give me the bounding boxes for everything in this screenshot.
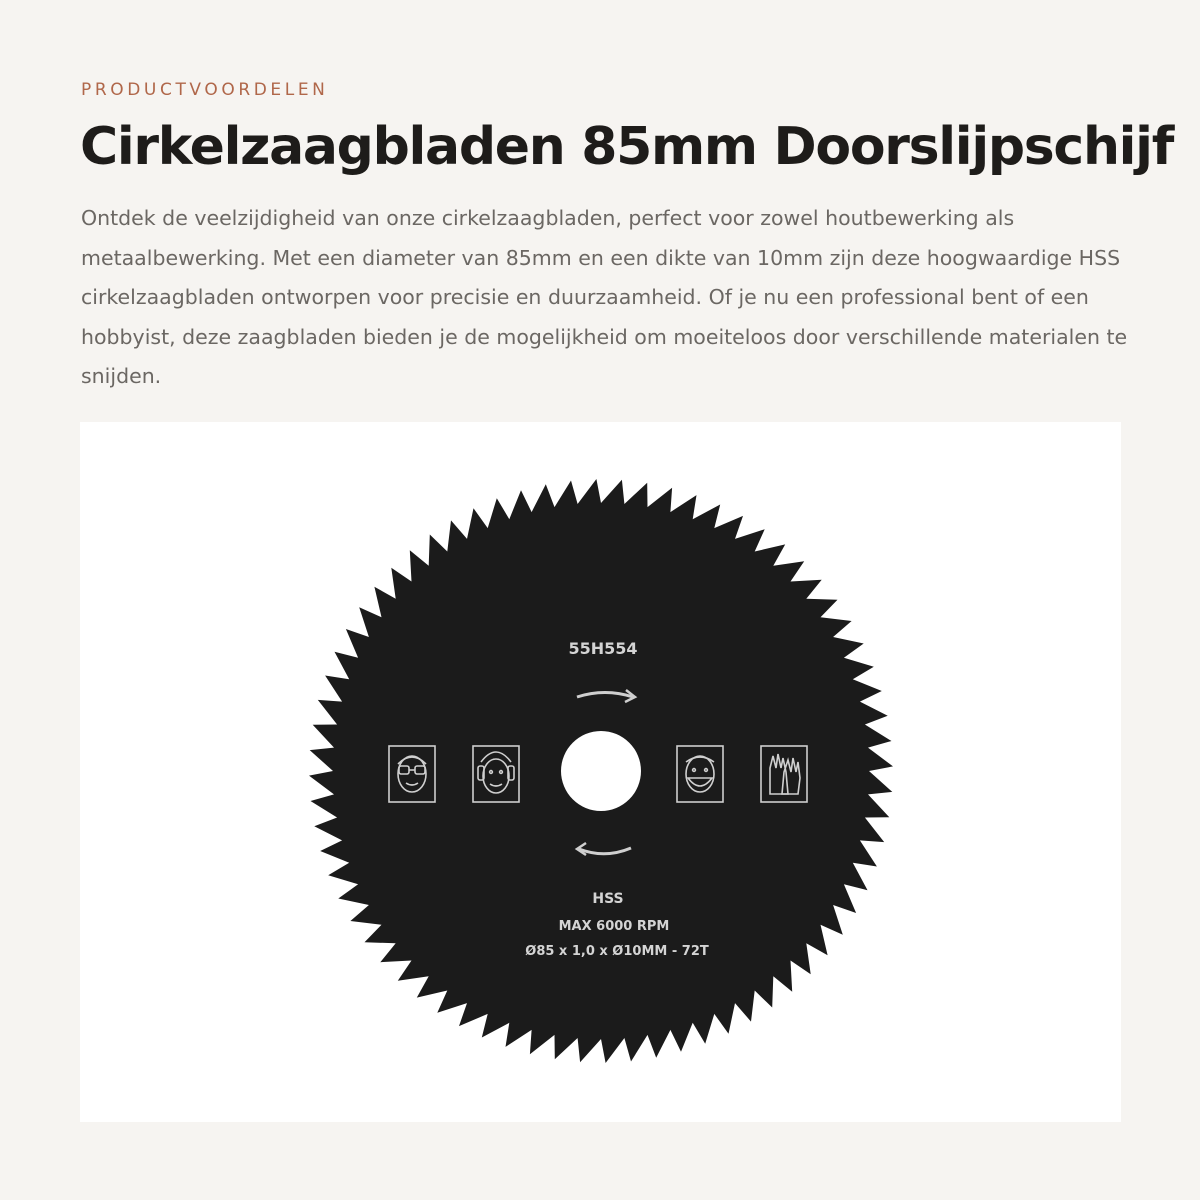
saw-blade-illustration: [80, 422, 1121, 1122]
blade-spec: Ø85 x 1,0 x Ø10MM - 72T: [525, 944, 709, 959]
section-eyebrow: PRODUCTVOORDELEN: [81, 80, 329, 100]
blade-material: HSS: [592, 891, 624, 907]
saw-blade: [309, 479, 893, 1063]
product-title: Cirkelzaagbladen 85mm Doorslijpschijf: [80, 117, 1174, 177]
blade-code: 55H554: [568, 639, 638, 658]
blade-max-rpm: MAX 6000 RPM: [558, 919, 670, 934]
product-description: Ontdek de veelzijdigheid van onze cirkelzaagbladen, perfect voor zowel houtbewerking als metaalbewerking. Met een diameter van 85mm en een dikte van 10mm zijn deze hoogwaardige HSS cirkelzaagbladen ontworpen voor precisie en duurzaamheid. Of je nu een professional bent of een hobbyist, deze zaagbladen bieden je de mogelijkheid om moeiteloos door verschillende materialen te snijden.: [81, 206, 1128, 388]
product-image: [80, 422, 1121, 1122]
